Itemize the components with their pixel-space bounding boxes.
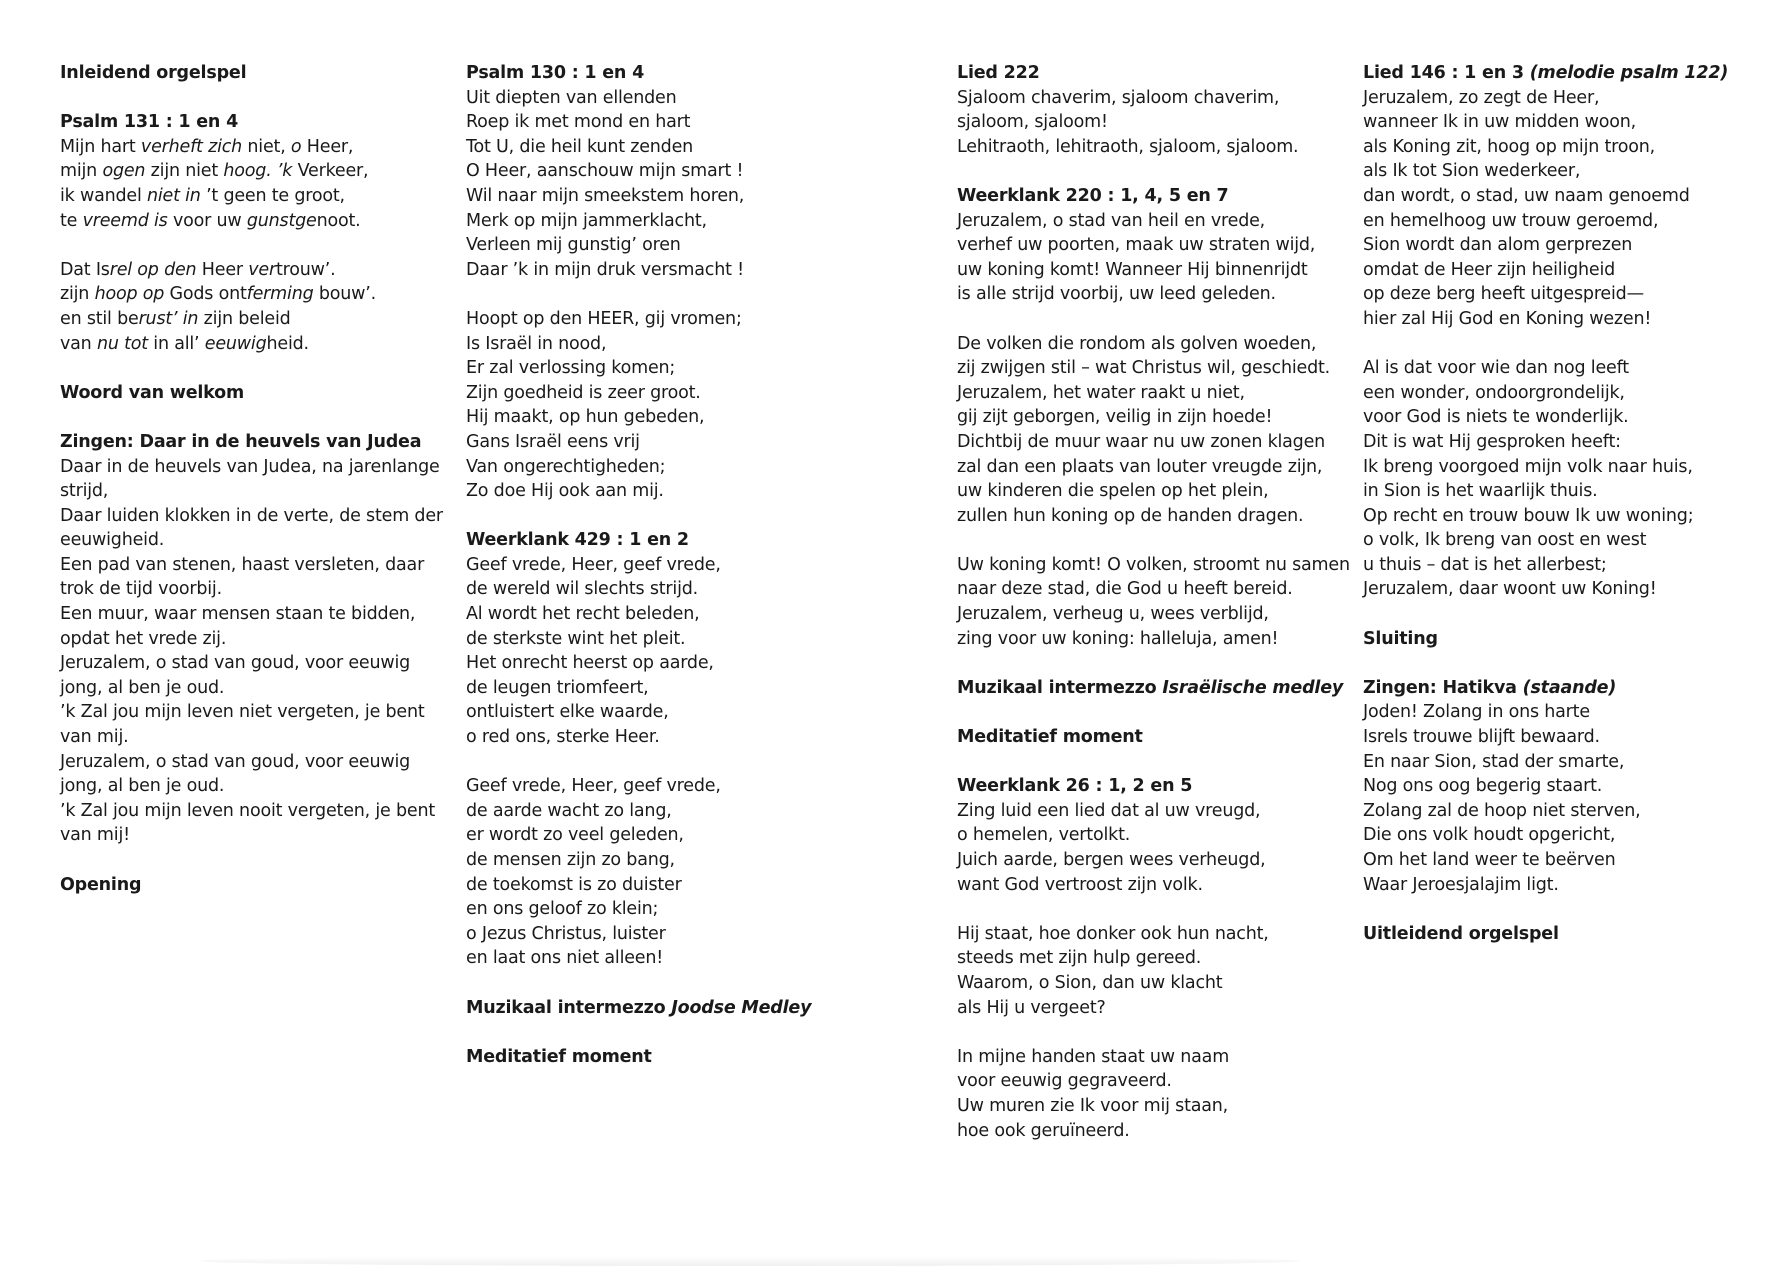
text-line: Dit is wat Hij gesproken heeft: — [1363, 431, 1621, 452]
heading-uitleidend-orgelspel: Uitleidend orgelspel — [1363, 923, 1559, 944]
text-line: o Jezus Christus, luister — [466, 923, 666, 944]
text-line: de aarde wacht zo lang, — [466, 800, 672, 821]
text-line: Op recht en trouw bouw Ik uw woning; — [1363, 505, 1694, 526]
text-line: Merk op mijn jammerklacht, — [466, 210, 707, 231]
text-line: Wil naar mijn smeekstem horen, — [466, 185, 745, 206]
section-gap — [466, 971, 846, 996]
stanza-break — [957, 897, 1337, 922]
text-line: Dichtbij de muur waar nu uw zonen klagen — [957, 431, 1326, 452]
text-line: Zolang zal de hoop niet sterven, — [1363, 800, 1641, 821]
text-line: zullen hun koning op de handen dragen. — [957, 505, 1304, 526]
section-gap — [60, 405, 440, 430]
text-line: de sterkste wint het pleit. — [466, 628, 686, 649]
text-line: O Heer, aanschouw mijn smart ! — [466, 161, 744, 182]
column-1 — [60, 61, 443, 897]
text-line: Jeruzalem, o stad van goud, voor eeuwig — [60, 653, 411, 674]
section-gap — [1363, 602, 1763, 627]
section-gap — [1363, 897, 1763, 922]
text-line: Hij staat, hoe donker ook hun nacht, — [957, 923, 1269, 944]
heading-woord-van-welkom: Woord van welkom — [60, 382, 245, 403]
section-sluiting — [1363, 627, 1763, 652]
stanza-break — [1363, 332, 1763, 357]
text-line: jong, al ben je oud. — [60, 776, 225, 797]
text-line: Jeruzalem, o stad van goud, voor eeuwig — [60, 751, 411, 772]
section-woord-van-welkom — [60, 381, 440, 406]
section-gap — [957, 750, 1337, 775]
heading-weerklank-26: Weerklank 26 : 1, 2 en 5 — [957, 776, 1193, 797]
text-line: Nog ons oog begerig staart. — [1363, 776, 1603, 797]
text-line: Uw muren zie Ik voor mij staan, — [957, 1095, 1229, 1116]
text-line: Mijn hart verheft zich niet, o Heer, — [60, 136, 354, 157]
heading-sluiting: Sluiting — [1363, 628, 1438, 649]
text-line: zijn hoop op Gods ontferming bouw’. — [60, 284, 377, 305]
text-line: Sjaloom chaverim, sjaloom chaverim, — [957, 87, 1280, 108]
text-line: Om het land weer te beërven — [1363, 850, 1616, 870]
text-line: ik wandel niet in ’t geen te groot, — [60, 185, 345, 206]
text-line: uw kinderen die spelen op het plein, — [957, 481, 1269, 502]
text-line: er wordt zo veel geleden, — [466, 825, 684, 846]
text-line: als Koning zit, hoog op mijn troon, — [1363, 136, 1656, 157]
heading-lied-146: Lied 146 : 1 en 3 (melodie psalm 122) — [1363, 63, 1729, 83]
heading-inleidend-orgelspel: Inleidend orgelspel — [60, 63, 247, 83]
text-line: steeds met zijn hulp gereed. — [957, 948, 1202, 969]
text-line: Tot U, die heil kunt zenden — [466, 136, 694, 157]
text-line: Gans Israël eens vrij — [466, 431, 640, 452]
text-line: o hemelen, vertolkt. — [957, 825, 1131, 846]
text-line: Jeruzalem, verheug u, wees verblijd, — [957, 604, 1269, 625]
section-gap — [1363, 651, 1763, 676]
text-line: te vreemd is voor uw gunstgenoot. — [60, 210, 361, 231]
text-line: Zijn goedheid is zeer groot. — [466, 382, 701, 403]
text-line: ’k Zal jou mijn leven niet vergeten, je bent — [60, 702, 425, 723]
text-line: voor God is niets te wonderlijk. — [1363, 407, 1629, 428]
heading-psalm-130: Psalm 130 : 1 en 4 — [466, 63, 645, 83]
section-zingen-hatikva — [1363, 676, 1763, 897]
text-line: Daar luiden klokken in de verte, de stem der — [60, 505, 443, 526]
section-gap — [60, 356, 440, 381]
text-line: strijd, — [60, 481, 109, 502]
text-line: de mensen zijn zo bang, — [466, 850, 675, 870]
heading-muzikaal-intermezzo-israelische: Muzikaal intermezzo Israëlische medley — [957, 677, 1344, 698]
text-line: De volken die rondom als golven woeden, — [957, 333, 1317, 354]
text-line: u thuis – dat is het allerbest; — [1363, 554, 1607, 575]
section-psalm-131 — [60, 110, 440, 356]
text-line: en laat ons niet alleen! — [466, 948, 664, 969]
text-line: Juich aarde, bergen wees verheugd, — [957, 850, 1266, 870]
section-gap — [60, 848, 440, 873]
section-gap — [957, 159, 1337, 184]
text-line: Uit diepten van ellenden — [466, 87, 677, 108]
text-line: opdat het vrede zij. — [60, 628, 227, 649]
text-line: als Ik tot Sion wederkeer, — [1363, 161, 1581, 182]
text-line: en hemelhoog uw trouw geroemd, — [1363, 210, 1659, 231]
section-lied-222 — [957, 61, 1337, 159]
text-line: o volk, Ik breng van oost en west — [1363, 530, 1647, 551]
text-line: Jeruzalem, o stad van heil en vrede, — [957, 210, 1266, 231]
text-line: Ik breng voorgoed mijn volk naar huis, — [1363, 456, 1693, 477]
text-line: als Hij u vergeet? — [957, 997, 1106, 1018]
section-zingen-heuvels-van-judea — [60, 430, 443, 848]
text-line: Zo doe Hij ook aan mij. — [466, 481, 664, 502]
heading-zingen-hatikva: Zingen: Hatikva (staande) — [1363, 677, 1617, 698]
stanza-break — [957, 528, 1337, 553]
section-opening — [60, 873, 440, 898]
heading-meditatief-moment-1: Meditatief moment — [466, 1046, 652, 1067]
stanza-break — [466, 282, 846, 307]
section-lied-146 — [1363, 61, 1763, 602]
text-line: Zing luid een lied dat al uw vreugd, — [957, 800, 1261, 821]
text-line: Hoopt op den HEER, gij vromen; — [466, 308, 742, 329]
text-line: naar deze stad, die God u heeft bereid. — [957, 579, 1293, 600]
text-line: ’k Zal jou mijn leven nooit vergeten, je bent — [60, 800, 435, 821]
column-3 — [957, 61, 1350, 1143]
text-line: mijn ogen zijn niet hoog. ’k Verkeer, — [60, 161, 369, 182]
text-line: Isrels trouwe blijft bewaard. — [1363, 727, 1600, 748]
text-line: is alle strijd voorbij, uw leed geleden. — [957, 284, 1276, 305]
text-line: hoe ook geruïneerd. — [957, 1120, 1130, 1141]
heading-psalm-131: Psalm 131 : 1 en 4 — [60, 112, 239, 133]
text-line: o red ons, sterke Heer. — [466, 727, 660, 748]
heading-zingen-heuvels-van-judea: Zingen: Daar in de heuvels van Judea — [60, 431, 422, 452]
text-line: Al is dat voor wie dan nog leeft — [1363, 358, 1629, 379]
text-line: want God vertroost zijn volk. — [957, 874, 1203, 895]
text-line: omdat de Heer zijn heiligheid — [1363, 259, 1616, 280]
stanza-break — [60, 233, 440, 258]
text-line: sjaloom, sjaloom! — [957, 112, 1108, 133]
text-line: En naar Sion, stad der smarte, — [1363, 751, 1625, 772]
section-weerklank-429 — [466, 528, 846, 971]
section-muzikaal-intermezzo-israelische — [957, 676, 1344, 701]
text-line: Waar Jeroesjalajim ligt. — [1363, 874, 1559, 895]
heading-muzikaal-intermezzo-joodse: Muzikaal intermezzo Joodse Medley — [466, 997, 812, 1018]
text-line: uw koning komt! Wanneer Hij binnenrijdt — [957, 259, 1308, 280]
section-inleidend-orgelspel — [60, 61, 440, 86]
text-line: jong, al ben je oud. — [60, 677, 225, 698]
text-line: Die ons volk houdt opgericht, — [1363, 825, 1616, 846]
column-2 — [466, 61, 846, 1069]
text-line: voor eeuwig gegraveerd. — [957, 1071, 1172, 1092]
text-line: Geef vrede, Heer, geef vrede, — [466, 776, 721, 797]
stanza-break — [957, 1020, 1337, 1045]
text-line: en stil berust’ in zijn beleid — [60, 308, 291, 329]
text-line: Daar in de heuvels van Judea, na jarenlange — [60, 456, 440, 477]
text-line: de wereld wil slechts strijd. — [466, 579, 698, 600]
text-line: verhef uw poorten, maak uw straten wijd, — [957, 235, 1316, 256]
text-line: Geef vrede, Heer, geef vrede, — [466, 554, 721, 575]
text-line: Er zal verlossing komen; — [466, 358, 676, 379]
text-line: Jeruzalem, daar woont uw Koning! — [1363, 579, 1657, 600]
text-line: Is Israël in nood, — [466, 333, 607, 354]
section-psalm-130 — [466, 61, 846, 504]
text-line: trok de tijd voorbij. — [60, 579, 222, 600]
heading-opening: Opening — [60, 874, 142, 895]
text-line: zij zwijgen stil – wat Christus wil, geschiedt. — [957, 358, 1331, 379]
text-line: Sion wordt dan alom gerprezen — [1363, 235, 1633, 256]
section-gap — [466, 1020, 846, 1045]
stanza-break — [466, 750, 846, 775]
text-line: Verleen mij gunstig’ oren — [466, 235, 681, 256]
text-line: zing voor uw koning: halleluja, amen! — [957, 628, 1279, 649]
text-line: Jeruzalem, het water raakt u niet, — [957, 382, 1245, 403]
text-line: wanneer Ik in uw midden woon, — [1363, 112, 1636, 133]
text-line: Daar ’k in mijn druk versmacht ! — [466, 259, 744, 280]
text-line: Jeruzalem, zo zegt de Heer, — [1363, 87, 1600, 108]
text-line: Uw koning komt! O volken, stroomt nu samen — [957, 554, 1350, 575]
text-line: Lehitraoth, lehitraoth, sjaloom, sjaloom. — [957, 136, 1299, 157]
section-gap — [466, 504, 846, 529]
text-line: Joden! Zolang in ons harte — [1363, 702, 1590, 723]
text-line: van nu tot in all’ eeuwigheid. — [60, 333, 309, 354]
section-weerklank-26 — [957, 774, 1337, 1143]
text-line: Dat Isrel op den Heer vertrouw’. — [60, 259, 336, 280]
text-line: ontluistert elke waarde, — [466, 702, 669, 723]
text-line: Waarom, o Sion, dan uw klacht — [957, 972, 1223, 993]
text-line: en ons geloof zo klein; — [466, 899, 659, 920]
text-line: In mijne handen staat uw naam — [957, 1046, 1230, 1067]
text-line: Van ongerechtigheden; — [466, 456, 666, 477]
section-gap — [957, 700, 1337, 725]
section-gap — [957, 651, 1337, 676]
stanza-break — [957, 307, 1337, 332]
section-muzikaal-intermezzo-joodse — [466, 996, 846, 1021]
text-line: Het onrecht heerst op aarde, — [466, 653, 714, 674]
text-line: de toekomst is zo duister — [466, 874, 682, 895]
text-line: Hij maakt, op hun gebeden, — [466, 407, 705, 428]
text-line: een wonder, ondoorgrondelijk, — [1363, 382, 1625, 403]
text-line: dan wordt, o stad, uw naam genoemd — [1363, 185, 1690, 206]
section-meditatief-moment-2 — [957, 725, 1337, 750]
text-line: hier zal Hij God en Koning wezen! — [1363, 308, 1652, 329]
section-uitleidend-orgelspel — [1363, 922, 1763, 947]
text-line: de leugen triomfeert, — [466, 677, 649, 698]
text-line: Al wordt het recht beleden, — [466, 604, 700, 625]
text-line: Een pad van stenen, haast versleten, daar — [60, 554, 425, 575]
page-edge-shadow — [200, 1256, 1300, 1266]
heading-meditatief-moment-2: Meditatief moment — [957, 727, 1143, 748]
text-line: eeuwigheid. — [60, 530, 165, 551]
column-4 — [1363, 61, 1763, 946]
section-weerklank-220 — [957, 184, 1350, 651]
text-line: Roep ik met mond en hart — [466, 112, 691, 133]
text-line: Een muur, waar mensen staan te bidden, — [60, 604, 416, 625]
heading-weerklank-429: Weerklank 429 : 1 en 2 — [466, 530, 689, 551]
text-line: op deze berg heeft uitgespreid— — [1363, 284, 1644, 305]
text-line: gij zijt geborgen, veilig in zijn hoede! — [957, 407, 1273, 428]
section-meditatief-moment-1 — [466, 1045, 846, 1070]
section-gap — [60, 86, 440, 111]
heading-lied-222: Lied 222 — [957, 63, 1040, 83]
text-line: van mij! — [60, 825, 130, 846]
text-line: van mij. — [60, 727, 129, 748]
heading-weerklank-220: Weerklank 220 : 1, 4, 5 en 7 — [957, 185, 1229, 206]
text-line: zal dan een plaats van louter vreugde zijn, — [957, 456, 1323, 477]
text-line: in Sion is het waarlijk thuis. — [1363, 481, 1598, 502]
